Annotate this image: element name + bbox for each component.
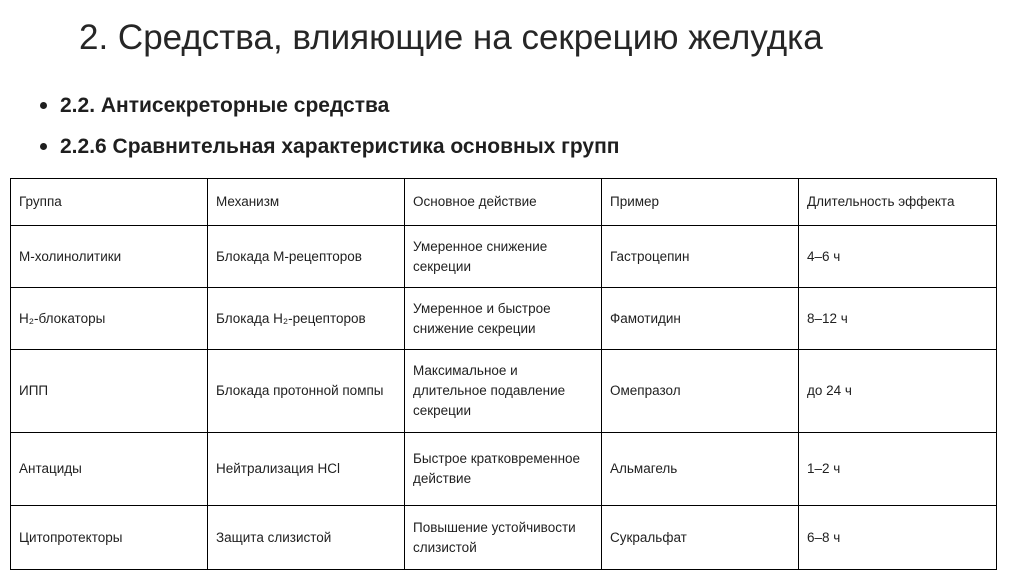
table-cell: Умеренное и быстрое снижение секреции (405, 288, 602, 350)
table-cell: 6–8 ч (799, 506, 997, 570)
header-cell: Основное действие (405, 179, 602, 226)
table-row (11, 433, 997, 506)
table-cell: Сукральфат (602, 506, 799, 570)
table-cell: Антациды (11, 433, 208, 506)
bullet-text: 2.2. Антисекреторные средства (60, 93, 390, 117)
bullet-dot-icon (40, 102, 47, 109)
bullet-text: 2.2.6 Сравнительная характеристика основных групп (60, 134, 620, 158)
table-cell: Повышение устойчивости слизистой (405, 506, 602, 570)
table-cell: Омепразол (602, 350, 799, 433)
bullet-item (40, 129, 619, 164)
header-cell: Пример (602, 179, 799, 226)
table-cell: 1–2 ч (799, 433, 997, 506)
table-cell: H₂-блокаторы (11, 288, 208, 350)
table-cell: Гастроцепин (602, 226, 799, 288)
table-cell: Защита слизистой (208, 506, 405, 570)
table-cell: до 24 ч (799, 350, 997, 433)
table-cell: Нейтрализация HCl (208, 433, 405, 506)
bullet-list (40, 88, 619, 170)
comparison-table (10, 178, 997, 570)
table-cell: Максимальное и длительное подавление секреции (405, 350, 602, 433)
bullet-item (40, 88, 619, 123)
table-cell: Умеренное снижение секреции (405, 226, 602, 288)
header-cell: Группа (11, 179, 208, 226)
slide-title: 2. Средства, влияющие на секрецию желудка (79, 18, 823, 57)
table-cell: Блокада М-рецепторов (208, 226, 405, 288)
table-cell: М-холинолитики (11, 226, 208, 288)
table-cell: Блокада H₂-рецепторов (208, 288, 405, 350)
table-row (11, 288, 997, 350)
table-row (11, 226, 997, 288)
table-header-row (11, 179, 997, 226)
bullet-dot-icon (40, 143, 47, 150)
table-cell: 8–12 ч (799, 288, 997, 350)
table-row (11, 350, 997, 433)
table-cell: Блокада протонной помпы (208, 350, 405, 433)
header-cell: Длительность эффекта (799, 179, 997, 226)
table-cell: ИПП (11, 350, 208, 433)
table-row (11, 506, 997, 570)
table-cell: Фамотидин (602, 288, 799, 350)
table-cell: 4–6 ч (799, 226, 997, 288)
header-cell: Механизм (208, 179, 405, 226)
table-cell: Цитопротекторы (11, 506, 208, 570)
table-cell: Альмагель (602, 433, 799, 506)
table-cell: Быстрое кратковременное действие (405, 433, 602, 506)
